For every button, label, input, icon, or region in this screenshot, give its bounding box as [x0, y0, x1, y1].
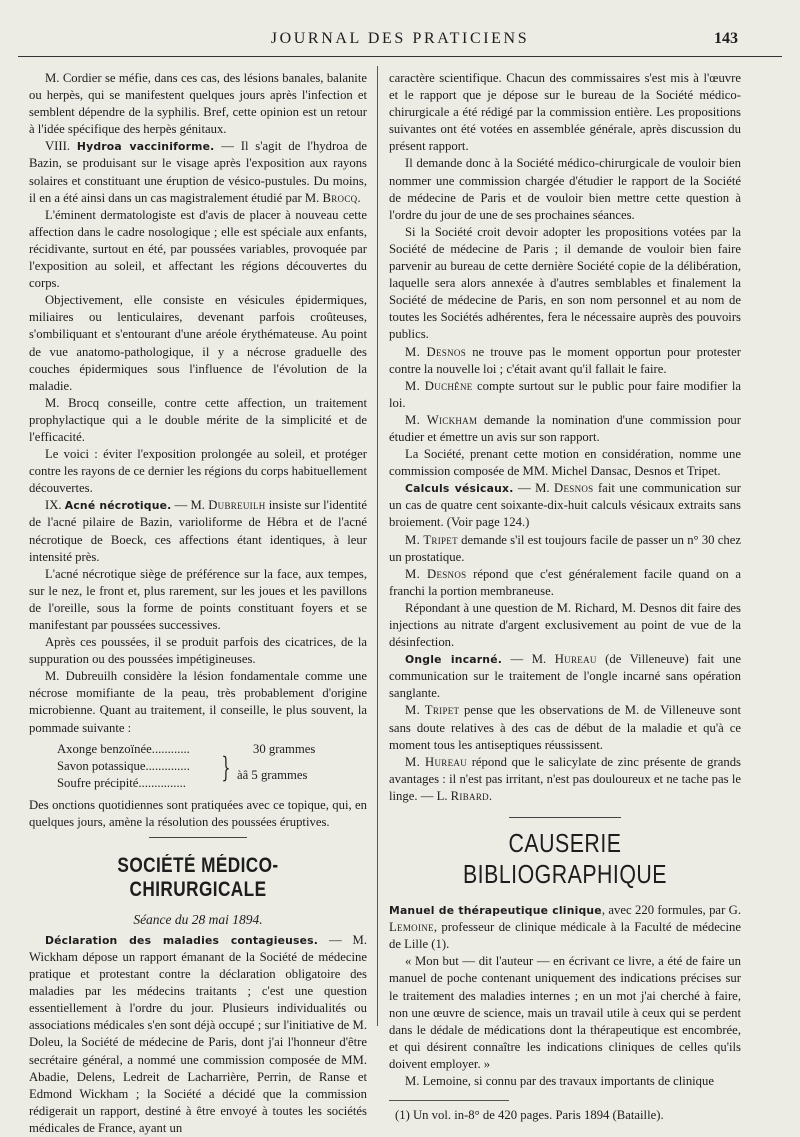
formula-line: Axonge benzoïnée............	[57, 741, 190, 756]
page-number: 143	[714, 30, 738, 47]
book-title: Manuel de thérapeutique clinique	[389, 904, 602, 918]
formula-dose: 30 grammes	[253, 741, 316, 756]
paragraph: M. Dubreuilh considère la lésion fondamentale comme une nécrose momifiante de la peau, très probablement d'origine microbienne. Quant au traitement, il conseille, le plus souvent, la pommade suivante :	[29, 669, 367, 735]
paragraph	[389, 344, 741, 378]
header-rule	[18, 56, 782, 57]
footnote: (1) Un vol. in-8° de 420 pages. Paris 1894 (Bataille).	[395, 1108, 664, 1123]
author-name: Dubreuilh	[208, 498, 266, 513]
prescription-formula	[57, 741, 367, 793]
paragraph-ongle	[389, 651, 741, 702]
speaker-name: M. Hureau	[405, 754, 468, 769]
speaker-name: M. Desnos	[405, 566, 467, 581]
signature: Ribard.	[450, 788, 493, 803]
manuel-text: , professeur de clinique médicale à la Faculté de médecine de Lille (1).	[389, 920, 741, 952]
term-acne: Acné nécrotique.	[64, 499, 172, 513]
speaker-name: M. Desnos	[405, 344, 467, 359]
section-number: VIII.	[45, 139, 71, 154]
left-column	[29, 70, 367, 1137]
speaker-name: M. Wickham	[405, 412, 478, 427]
speaker-text: répond que c'est généralement facile quand on a franchi la portion membraneuse.	[389, 566, 741, 598]
section-title: CAUSERIE BIBLIOGRAPHIQUE	[462, 828, 668, 890]
speaker-text: compte surtout sur le public pour faire modifier la loi.	[389, 378, 741, 410]
declaration-text: — M. Wickham dépose un rapport émanant de la Société de médecine pratique et protestant contre la déclaration obligatoire des maladies par les médecins traitants ; c'est une question essentiellement à l'ordre du jour. Plusieurs individualités ou associations médicales s'en sont déjà occupé ; sur l'initiative de M. Doleu, la Société de médecine de Paris, dont j'ai l'honneur d'être secrétaire général, a nommé une commission composée de MM. Abadie, Delens, Ledreit de Lacharrière, Perrin, de Ranse et Edmond Wickham ; la Société a décidé que la commission rédigerait un rapport, destiné à être envoyé à toutes les sociétés médicales de France, ayant un	[29, 932, 367, 1135]
speaker-text: répond que le salicylate de zinc présente de grands avantages : il n'est pas irritant, n'est pas douloureux et ne tache pas le linge. — L.	[389, 754, 741, 803]
author-name: Brocq.	[322, 190, 361, 205]
speaker-name: Hureau	[554, 652, 597, 667]
paragraph: M. Lemoine, si connu par des travaux importants de clinique	[405, 1073, 715, 1088]
ongle-text: (de Villeneuve) fait une communication sur le traitement de l'ongle incarné sans opération sanglante.	[389, 652, 742, 701]
acne-text: — M.	[171, 498, 209, 513]
formula-dose: àâ 5 grammes	[237, 767, 308, 782]
term-declaration: Déclaration des maladies contagieuses.	[45, 933, 319, 947]
calculs-text: fait une communication sur un cas de quatre cent soixante-dix-huit calculs vésicaux extraits sans broiement. (Voir page 124.)	[389, 481, 741, 530]
paragraph: Il demande donc à la Société médico-chirurgicale de vouloir bien nommer une commission chargée d'étudier le rapport de la Société de médecine de Paris et de vouloir bien mettre cette question à l'ordre du jour de une de ses prochaines séances.	[389, 156, 741, 222]
speaker-name: M. Tripet	[405, 703, 460, 718]
section-number: IX.	[45, 498, 62, 513]
hydroa-text: — Il s'agit de l'hydroa de Bazin, se produisant sur le visage après l'exposition aux rayons solaires et constituant une éruption de vésico-pustules. Du moins, il en a été ainsi dans un cas magistralement étudié par M.	[29, 139, 367, 205]
paragraph: La Société, prenant cette motion en considération, nomme une commission composée de MM. Michel Dansac, Desnos et Tripet.	[389, 447, 741, 479]
section-title: SOCIÉTÉ MÉDICO-CHIRURGICALE	[117, 853, 279, 901]
paragraph-onctions: Des onctions quotidiennes sont pratiquées avec ce topique, qui, en quelques jours, amène la résolution des poussées éruptives.	[29, 797, 367, 829]
paragraph-hydroa	[29, 138, 367, 206]
paragraph	[389, 378, 741, 412]
page-header	[18, 22, 782, 52]
footnote-rule	[389, 1100, 509, 1101]
paragraph: L'éminent dermatologiste est d'avis de placer à nouveau cette affection dans le cadre nosologique ; elle est spéciale aux enfants, récidivante, surtout en été, par poussées variables, provoquée par l'exposition au soleil, et affectant les régions découvertes du corps.	[29, 207, 367, 291]
section-rule	[149, 837, 247, 838]
paragraph: M. Brocq conseille, contre cette affection, un traitement prophylactique qui a le double mérite de la simplicité et de l'efficacité.	[29, 395, 367, 444]
paragraph-quote: « Mon but — dit l'auteur — en écrivant ce livre, a été de faire un manuel de poche contenant uniquement des indications précises sur le traitement des maladies internes ; en un mot j'ai cherché à faire, non une œuvre de science, mais un travail utile à ceux qui se perdent dans le dédale de médications dont la thérapeutique est encombrée, et qui désirent connaître les indications cliniques de celles qu'ils doivent employer. »	[389, 954, 741, 1071]
formula-line: Savon potassique..............	[57, 758, 190, 773]
paragraph: Si la Société croit devoir adopter les propositions votées par la Société de médecine de Paris ; il demande de vouloir bien faire parvenir au bureau de cette dernière Société copie de la délibération, laquelle sera alors annexée à d'autres semblables et finalement la Société de médecine de Paris, en son nom personnel et au nom de toutes les Sociétés adhérentes, fera le nécessaire auprès des pouvoirs publics.	[389, 224, 741, 342]
formula-line: Soufre précipité...............	[57, 775, 186, 790]
ongle-text: — M.	[502, 652, 555, 667]
speaker-name: M. Tripet	[405, 532, 458, 547]
paragraph: Le voici : éviter l'exposition prolongée au soleil, et protéger contre les rayons de ce dernier les régions du corps habituellement découvertes.	[29, 447, 367, 496]
paragraph	[389, 754, 741, 805]
paragraph: caractère scientifique. Chacun des commissaires s'est mis à l'œuvre et le rapport que je dépose sur le bureau de la Société médico-chirurgicale a été rédigé par la commission entière. Les propositions suivantes ont été votées en assemblée générale, après discussion du présent rapport.	[389, 71, 741, 154]
brace-icon: }	[221, 750, 231, 784]
paragraph-declaration	[29, 932, 367, 1137]
paragraph	[389, 702, 741, 753]
paragraph	[389, 566, 741, 600]
speaker-text: demande la nomination d'une commission pour étudier et émettre un avis sur son rapport.	[389, 412, 741, 444]
speaker-text: ne trouve pas le moment opportun pour protester contre la nouvelle loi ; c'était avant qu'il fallait le faire.	[389, 344, 741, 376]
paragraph: Objectivement, elle consiste en vésicules épidermiques, miliaires ou lenticulaires, devenant parfois croûteuses, s'ombiliquant et s'entourant d'une aréole érythémateuse. Au point de vue anatomo-pathologique, il y a nécrose graduelle des couches épidermiques sous l'influence de l'évolution de la maladie.	[29, 293, 367, 393]
right-column	[389, 70, 741, 1124]
speaker-name: Desnos	[554, 481, 594, 496]
running-title: JOURNAL DES PRATICIENS	[270, 30, 530, 47]
paragraph: Répondant à une question de M. Richard, M. Desnos dit faire des injections au nitrate d'argent exclusivement au point de vue de la désinfection.	[389, 600, 741, 650]
calculs-text: — M.	[513, 481, 555, 496]
term-hydroa: Hydroa vacciniforme.	[76, 140, 215, 154]
paragraph	[389, 412, 741, 446]
term-ongle: Ongle incarné.	[405, 653, 503, 667]
paragraph-calculs	[389, 480, 741, 531]
session-date: Séance du 28 mai 1894.	[133, 911, 263, 927]
speaker-text: pense que les observations de M. de Villeneuve sont sans doute relatives à des cas de début de la maladie et qu'à ce moment tous les antiseptiques réussissent.	[389, 703, 741, 752]
paragraph	[389, 532, 741, 566]
acne-text: insiste sur l'identité de l'acné pilaire de Bazin, varioliforme de Hébra et de l'acné nécrotique de Boeck, ces affections étant identiques, à leur intensité près.	[29, 498, 368, 564]
section-rule	[509, 817, 621, 818]
speaker-text: demande s'il est toujours facile de passer un n° 30 chez un prostatique.	[389, 532, 741, 564]
paragraph-cordier: M. Cordier se méfie, dans ces cas, des lésions banales, balanite ou herpès, qui se manifestent quelques jours après l'infection et semblent dépendre de la syphilis. Bref, cette opinion est un retour à l'idée spécifique des herpès génitaux.	[29, 71, 367, 137]
paragraph-acne	[29, 497, 367, 565]
speaker-name: M. Duchêne	[405, 378, 473, 393]
author-name: Lemoine	[389, 920, 434, 935]
paragraph-manuel	[389, 902, 741, 953]
column-divider	[377, 66, 378, 1026]
paragraph: L'acné nécrotique siège de préférence sur la face, aux tempes, sur le nez, le front et, plus rarement, sur les joues et les pavillons de l'oreille, sous la forme de points constituant foyers et se manifestant par poussées successives.	[29, 566, 367, 632]
paragraph: Après ces poussées, il se produit parfois des cicatrices, de la suppuration ou des poussées impétigineuses.	[29, 635, 367, 667]
term-calculs: Calculs vésicaux.	[405, 482, 514, 496]
manuel-text: , avec 220 formules, par G.	[601, 903, 742, 918]
